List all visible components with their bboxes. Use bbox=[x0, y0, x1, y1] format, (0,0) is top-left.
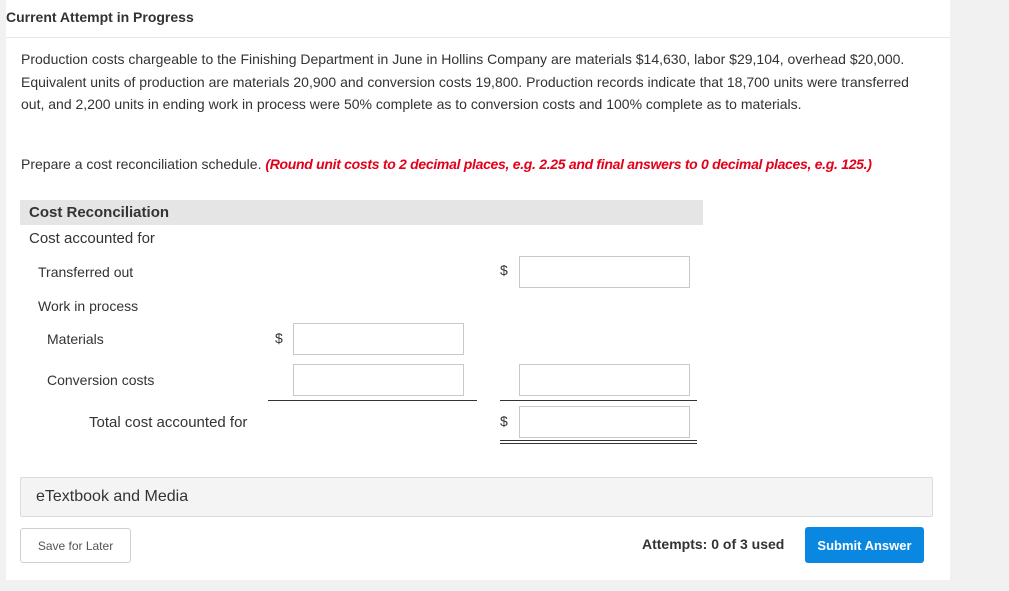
cost-accounted-for-label: Cost accounted for bbox=[29, 230, 155, 247]
reconciliation-title: Cost Reconciliation bbox=[29, 204, 170, 221]
reconciliation-header bbox=[20, 200, 703, 225]
etextbook-and-media-button[interactable] bbox=[20, 477, 933, 517]
transferred-out-label: Transferred out bbox=[38, 264, 134, 280]
rounding-note: (Round unit costs to 2 decimal places, e.g. 2.25 and final answers to 0 decimal places, e.g. 125.) bbox=[265, 156, 872, 172]
conversion-costs-input[interactable] bbox=[293, 364, 464, 396]
conversion-costs-label: Conversion costs bbox=[47, 372, 155, 388]
attempt-status-title: Current Attempt in Progress bbox=[6, 9, 194, 25]
problem-statement: Production costs chargeable to the Finishing Department in June in Hollins Company are materials $14,630, labor $29,104, overhead $20,000. Equivalent units of production are materials 20,900 and conversion costs 19,800. Production records indicate that 18,700 units were transferred out, and 2,200 units in ending work in process were 50% complete as to conversion costs and 100% complete as to materials. bbox=[21, 51, 909, 112]
work-in-process-label: Work in process bbox=[38, 298, 139, 314]
subtotal-underline bbox=[500, 400, 697, 401]
total-cost-input[interactable] bbox=[519, 406, 690, 438]
attempts-counter: Attempts: 0 of 3 used bbox=[642, 536, 785, 552]
save-for-later-button[interactable]: Save for Later bbox=[20, 528, 131, 563]
etextbook-label: eTextbook and Media bbox=[36, 488, 189, 505]
dollar-sign: $ bbox=[500, 262, 508, 278]
total-cost-label: Total cost accounted for bbox=[89, 414, 248, 431]
wip-total-input[interactable] bbox=[519, 364, 690, 396]
submit-answer-button[interactable]: Submit Answer bbox=[805, 527, 924, 563]
question-panel bbox=[6, 0, 950, 580]
subtotal-underline bbox=[268, 400, 477, 401]
dollar-sign: $ bbox=[500, 413, 508, 429]
total-double-underline bbox=[500, 440, 697, 441]
attempt-header bbox=[6, 0, 950, 38]
dollar-sign: $ bbox=[275, 330, 283, 346]
instruction-text: Prepare a cost reconciliation schedule. bbox=[21, 156, 262, 172]
total-double-underline bbox=[500, 443, 697, 444]
transferred-out-input[interactable] bbox=[519, 256, 690, 288]
instruction bbox=[21, 156, 941, 172]
materials-input[interactable] bbox=[293, 323, 464, 355]
materials-label: Materials bbox=[47, 331, 104, 347]
